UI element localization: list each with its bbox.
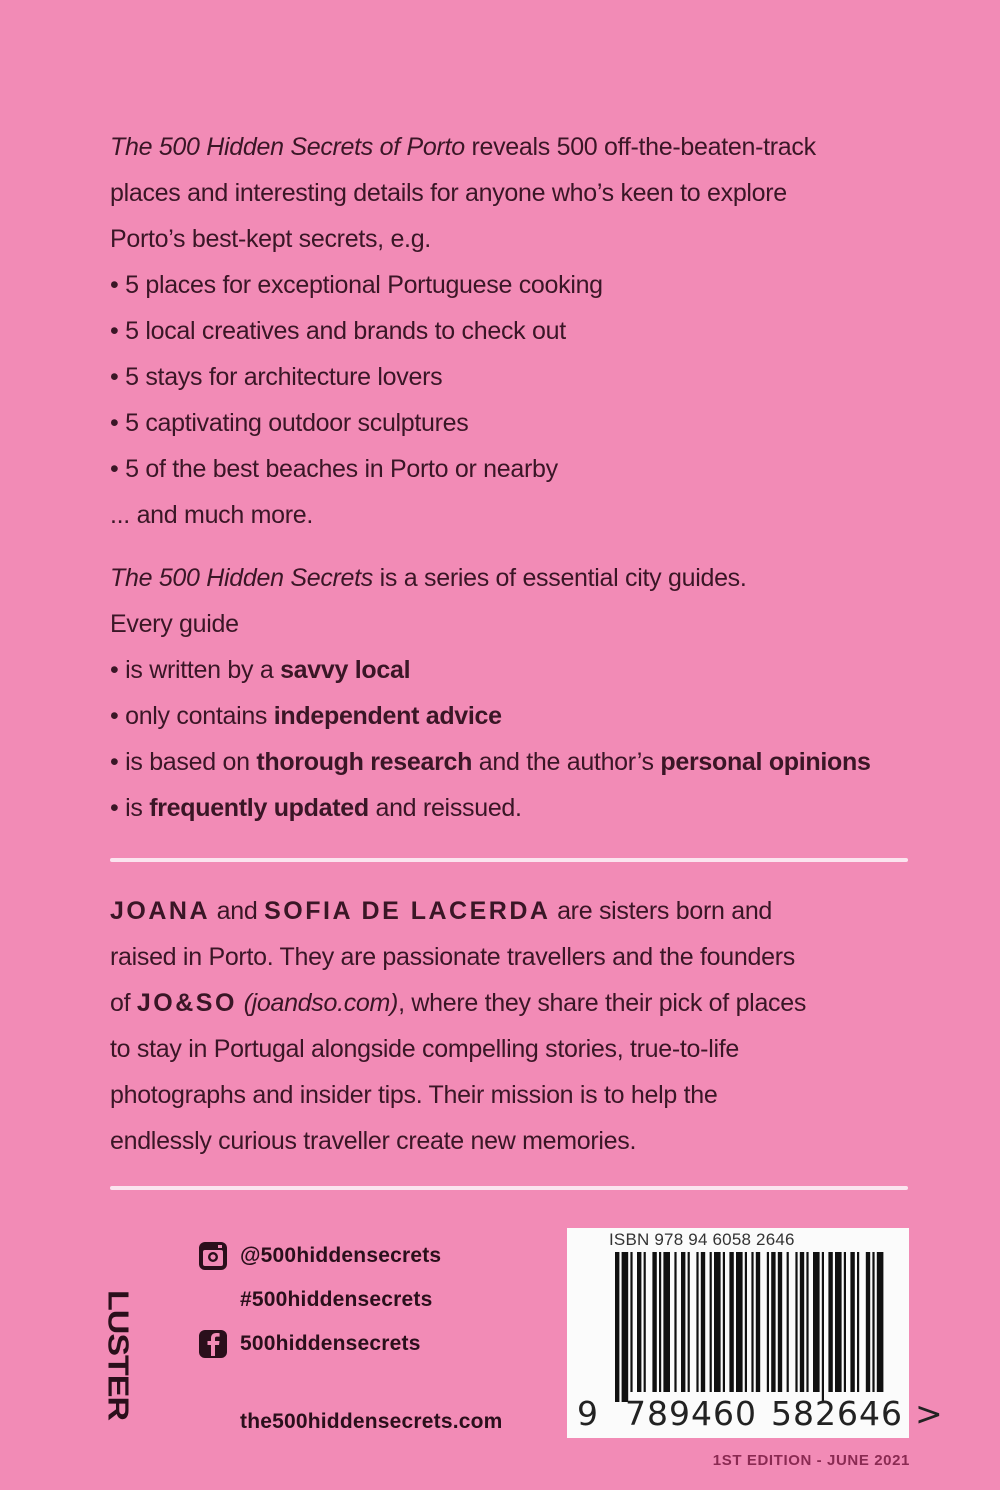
edition-info: 1ST EDITION - JUNE 2021 <box>712 1452 910 1469</box>
barcode-bar <box>745 1252 747 1392</box>
barcode-bar <box>723 1252 725 1392</box>
barcode-bar <box>630 1252 632 1392</box>
barcode-bar <box>822 1252 824 1402</box>
barcode-bar <box>710 1252 712 1392</box>
barcode-bars <box>615 1252 885 1402</box>
digit-group-2: 582646 <box>770 1394 903 1433</box>
emphasis: thorough research <box>256 748 473 776</box>
barcode-bar <box>800 1252 804 1392</box>
barcode-bar <box>835 1252 842 1392</box>
website-row <box>198 1400 503 1444</box>
text: • is <box>110 794 150 822</box>
text: • is written by a <box>110 656 281 684</box>
facebook-icon <box>198 1329 228 1359</box>
instagram-icon <box>198 1241 228 1271</box>
isbn-digits <box>577 1394 944 1433</box>
emphasis: savvy local <box>280 656 411 684</box>
intro-section <box>110 124 920 538</box>
barcode-bar <box>850 1252 854 1392</box>
barcode-bar <box>877 1252 884 1392</box>
barcode-bar <box>644 1252 646 1392</box>
list-item: • 5 stays for architecture lovers <box>110 363 443 391</box>
text: and <box>210 897 265 925</box>
publisher-logo: LUSTER <box>101 1290 135 1420</box>
barcode-bar <box>681 1252 685 1392</box>
list-item: • 5 of the best beaches in Porto or nearby <box>110 455 558 483</box>
brand-url: (joandso.com) <box>236 989 399 1017</box>
isbn-barcode <box>567 1228 944 1438</box>
bio-line-2: raised in Porto. They are passionate travellers and the founders <box>110 943 795 971</box>
barcode-bar <box>778 1252 782 1392</box>
instagram-row <box>198 1234 503 1278</box>
intro-line-3: Porto’s best-kept secrets, e.g. <box>110 225 431 253</box>
barcode-bar <box>806 1252 808 1392</box>
social-links <box>198 1234 503 1444</box>
barcode-bar <box>756 1252 760 1392</box>
digit-first: 9 <box>577 1394 599 1433</box>
quiet-zone-arrow: > <box>914 1394 944 1433</box>
divider <box>110 858 908 862</box>
list-item: • 5 local creatives and brands to check out <box>110 317 566 345</box>
barcode-bar <box>736 1252 743 1392</box>
barcode-bar <box>787 1252 789 1392</box>
barcode-bar <box>622 1252 629 1402</box>
barcode-bar <box>659 1252 661 1392</box>
series-section <box>110 555 920 831</box>
barcode-bar <box>674 1252 676 1392</box>
barcode-bar <box>637 1252 641 1392</box>
barcode-bar <box>615 1252 619 1402</box>
barcode-bar <box>696 1252 698 1392</box>
bio-line-5: photographs and insider tips. Their mission is to help the <box>110 1081 718 1109</box>
author-name: SOFIA DE LACERDA <box>264 897 551 925</box>
barcode-bar <box>701 1252 705 1392</box>
barcode-bar <box>771 1252 775 1392</box>
emphasis: independent advice <box>273 702 502 730</box>
author-name: JOANA <box>110 897 211 925</box>
barcode-bar <box>663 1252 670 1392</box>
emphasis: personal opinions <box>660 748 871 776</box>
intro-line-2: places and interesting details for anyone who’s keen to explore <box>110 179 787 207</box>
list-item <box>110 785 920 831</box>
barcode-bar <box>652 1252 656 1392</box>
hashtag: #500hiddensecrets <box>240 1288 433 1311</box>
list-item <box>110 647 920 693</box>
barcode-bar <box>688 1252 690 1392</box>
barcode-bar <box>872 1252 874 1392</box>
barcode-bar <box>714 1252 721 1392</box>
intro-more: ... and much more. <box>110 501 314 529</box>
isbn-label: ISBN 978 94 6058 2646 <box>609 1230 795 1249</box>
barcode-bar <box>767 1252 769 1392</box>
bio-line-1 <box>110 888 920 934</box>
facebook-handle[interactable]: 500hiddensecrets <box>240 1332 421 1355</box>
intro-line-1 <box>110 124 920 170</box>
intro-text: reveals 500 off-the-beaten-track <box>464 133 816 161</box>
series-line-1 <box>110 555 920 601</box>
bio-line-6: endlessly curious traveller create new memories. <box>110 1127 637 1155</box>
barcode-bar <box>751 1252 753 1392</box>
text: , where they share their pick of places <box>398 989 807 1017</box>
divider <box>110 1186 908 1190</box>
list-item: • 5 places for exceptional Portuguese cooking <box>110 271 603 299</box>
bio-line-4: to stay in Portugal alongside compelling stories, true-to-life <box>110 1035 739 1063</box>
barcode-bar <box>866 1252 870 1392</box>
text: • is based on <box>110 748 257 776</box>
barcode-bar <box>729 1252 733 1392</box>
list-item <box>110 693 920 739</box>
brand-name: JO&SO <box>136 989 237 1017</box>
series-title: The 500 Hidden Secrets <box>110 564 374 592</box>
list-item: • 5 captivating outdoor sculptures <box>110 409 469 437</box>
text: of <box>110 989 137 1017</box>
facebook-row <box>198 1322 503 1366</box>
text: and reissued. <box>368 794 522 822</box>
digit-group-1: 789460 <box>625 1394 757 1433</box>
instagram-handle[interactable]: @500hiddensecrets <box>240 1244 442 1267</box>
barcode-bar <box>813 1252 820 1392</box>
series-line-2: Every guide <box>110 610 239 638</box>
text: are sisters born and <box>550 897 773 925</box>
author-bio <box>110 888 920 1164</box>
hashtag-row <box>198 1278 503 1322</box>
barcode-bar <box>795 1252 797 1392</box>
bio-line-3 <box>110 980 920 1026</box>
barcode-bar <box>857 1252 859 1392</box>
series-text: is a series of essential city guides. <box>373 564 747 592</box>
text: • only contains <box>110 702 274 730</box>
book-title: The 500 Hidden Secrets of Porto <box>110 133 465 161</box>
barcode-bar <box>844 1252 846 1392</box>
list-item <box>110 739 920 785</box>
website-link[interactable]: the500hiddensecrets.com <box>240 1410 503 1433</box>
text: and the author’s <box>472 748 661 776</box>
emphasis: frequently updated <box>149 794 369 822</box>
barcode-bar <box>828 1252 832 1392</box>
